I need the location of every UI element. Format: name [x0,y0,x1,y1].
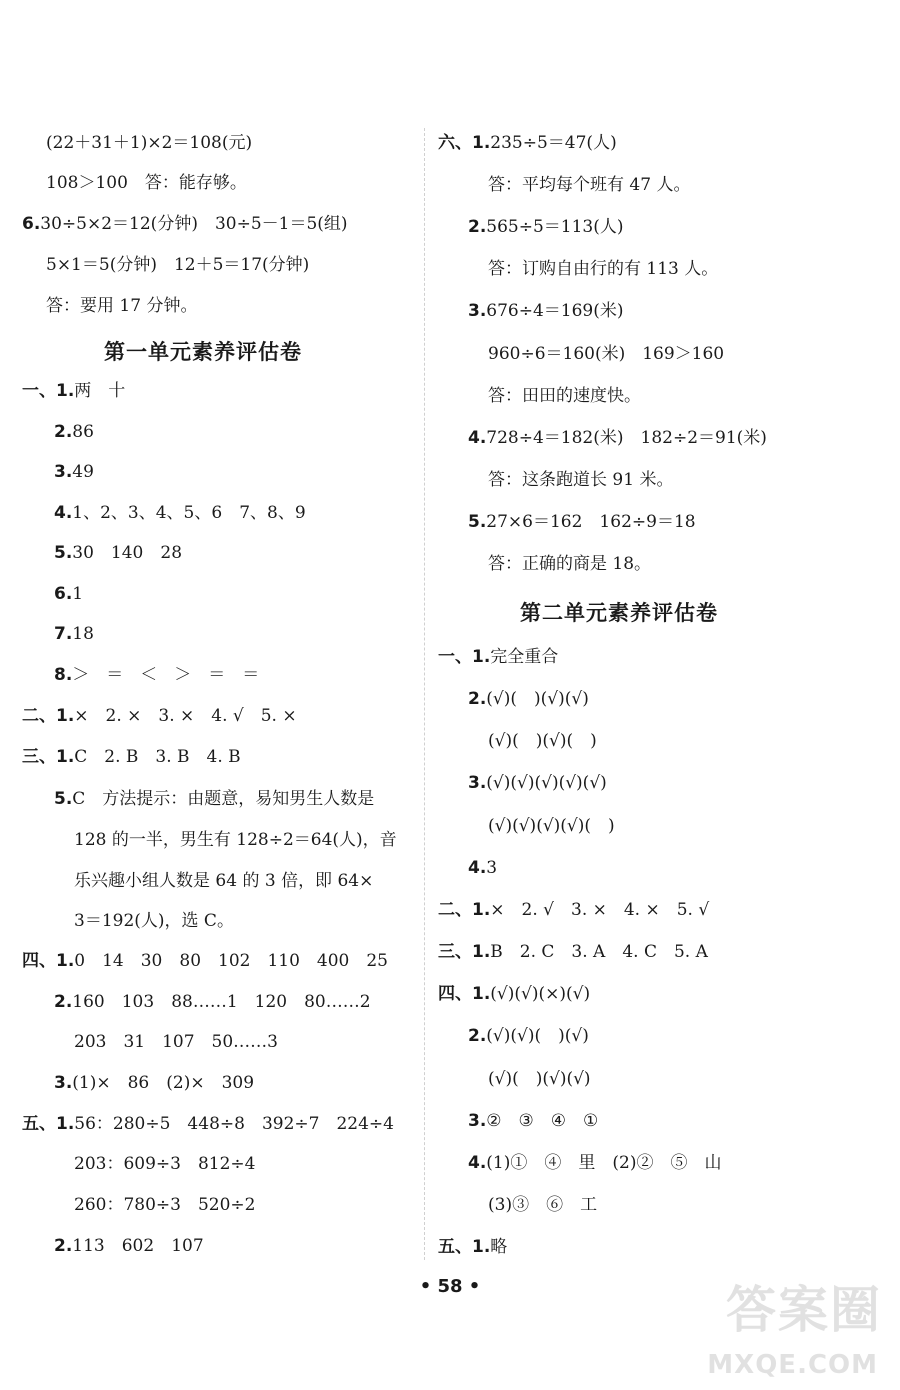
left-answer-line [22,213,348,235]
right-answer-line [488,815,615,837]
answer-text: 30÷5×2＝12(分钟) 30÷5－1＝5(组) [40,214,348,234]
answer-text: 答：要用 17 分钟。 [46,296,198,316]
answer-text: 235÷5＝47(人) [490,133,617,153]
question-number: 8. [54,665,73,685]
answer-text: 27×6＝162 162÷9＝18 [486,512,696,532]
question-number: 2. [468,217,487,237]
answer-text: 86 [72,422,94,442]
left-answer-line [22,380,125,402]
right-answer-line [488,1194,597,1216]
left-answer-line [74,829,397,851]
question-number: 2. [54,992,73,1012]
right-answer-line [468,1152,721,1174]
left-answer-line [46,172,247,194]
question-number: 五、1. [22,1114,75,1134]
question-number: 2. [468,689,487,709]
right-answer-line [468,216,624,238]
right-answer-line [488,1068,591,1090]
answer-text: 答：这条跑道长 91 米。 [488,470,674,490]
right-answer-line [488,258,718,280]
answer-text: 108＞100 答：能存够。 [46,173,247,193]
right-answer-line [468,688,589,710]
answer-text: 1、2、3、4、5、6 7、8、9 [72,503,306,523]
answer-text: 1 [72,584,84,604]
left-answer-line [54,583,83,605]
answer-text: C 2. B 3. B 4. B [74,747,241,767]
answer-text: 完全重合 [490,647,559,667]
question-number: 二、1. [22,706,75,726]
watermark-logo [707,1270,882,1380]
right-answer-line [438,646,558,668]
answer-text: 676÷4＝169(米) [486,301,624,321]
question-number: 四、1. [438,984,491,1004]
left-answer-line [54,461,94,483]
right-answer-line [438,941,708,963]
question-number: 一、1. [438,647,491,667]
question-number: 3. [468,773,487,793]
answer-text: 略 [490,1237,508,1257]
question-number: 一、1. [22,381,75,401]
answer-text: 5×1＝5(分钟) 12＋5＝17(分钟) [46,255,310,275]
left-answer-line [22,950,388,972]
answer-text: 49 [72,462,94,482]
question-number: 三、1. [438,942,491,962]
answer-text: × 2. × 3. × 4. √ 5. × [74,706,297,726]
right-answer-line [468,427,767,449]
left-answer-line [22,705,297,727]
right-answer-line [438,132,617,154]
answer-text: (√)(√)(×)(√) [490,984,591,1004]
answer-text: 答：订购自由行的有 113 人。 [488,259,719,279]
question-number: 5. [54,543,73,563]
question-number: 6. [54,584,73,604]
question-number: 3. [468,1111,487,1131]
left-answer-line [54,991,371,1013]
answer-text: (1)× 86 (2)× 309 [72,1073,255,1093]
left-answer-line [54,542,182,564]
right-answer-line [438,1236,507,1258]
question-number: 6. [22,214,41,234]
question-number: 3. [54,462,73,482]
right-answer-line [488,385,641,407]
answer-text: (√)( )(√)( ) [488,731,597,751]
answer-text: 乐兴趣小组人数是 64 的 3 倍，即 64× [74,871,374,891]
answer-text: (3)③ ⑥ 工 [488,1195,598,1215]
page-number: • 58 • [419,1276,481,1297]
answer-text: (√)( )(√)(√) [488,1069,591,1089]
left-answer-line [74,1031,278,1053]
left-answer-line [54,788,374,810]
left-answer-line [22,1113,394,1135]
answer-text: (√)(√)(√)(√)( ) [488,816,615,836]
left-answer-line [54,664,259,686]
left-answer-line [22,746,241,768]
right-answer-line [488,343,724,365]
answer-text: (√)( )(√)(√) [486,689,589,709]
left-answer-line [46,132,252,154]
question-number: 3. [54,1073,73,1093]
left-answer-line [74,910,234,932]
question-number: 5. [54,789,73,809]
question-number: 4. [468,428,487,448]
answer-text: 960÷6＝160(米) 169＞160 [488,344,725,364]
answer-text: 260：780÷3 520÷2 [74,1195,256,1215]
right-answer-line [468,1025,589,1047]
question-number: 4. [54,503,73,523]
left-answer-line [46,254,309,276]
left-answer-line [54,1235,204,1257]
right-answer-line [468,1110,598,1132]
question-number: 2. [468,1026,487,1046]
question-number: 5. [468,512,487,532]
right-answer-line [438,899,709,921]
answer-text: 203：609÷3 812÷4 [74,1154,256,1174]
left-answer-line [54,421,94,443]
unit-one-title: 第一单元素养评估卷 [104,340,302,364]
watermark-main-text: 答案圈 [726,1281,882,1339]
question-number: 五、1. [438,1237,491,1257]
left-answer-line [54,623,94,645]
left-answer-line [74,1153,255,1175]
answer-text: × 2. √ 3. × 4. × 5. √ [490,900,710,920]
watermark-sub-text: MXQE.COM [707,1350,878,1380]
right-answer-line [488,469,673,491]
right-answer-line [488,553,651,575]
answer-text: 128 的一半，男生有 128÷2＝64(人)，音 [74,830,397,850]
answer-text: 30 140 28 [72,543,183,563]
answer-text: 两 十 [74,381,126,401]
answer-text: (√)(√)( )(√) [486,1026,589,1046]
answer-text: 203 31 107 50……3 [74,1032,278,1052]
column-divider [424,128,425,1260]
question-number: 二、1. [438,900,491,920]
answer-text: (1)① ④ 里 (2)② ⑤ 山 [486,1153,722,1173]
answer-text: (22＋31＋1)×2＝108(元) [46,133,253,153]
right-answer-line [468,772,607,794]
left-answer-line [74,870,373,892]
question-number: 2. [54,422,73,442]
right-answer-line [468,300,624,322]
answer-text: ② ③ ④ ① [486,1111,599,1131]
answer-text: 3 [486,858,498,878]
question-number: 六、1. [438,133,491,153]
unit-two-title: 第二单元素养评估卷 [520,601,718,625]
question-number: 3. [468,301,487,321]
answer-text: 3＝192(人)，选 C。 [74,911,234,931]
answer-text: 728÷4＝182(米) 182÷2＝91(米) [486,428,767,448]
answer-text: C 方法提示：由题意，易知男生人数是 [72,789,375,809]
question-number: 4. [468,858,487,878]
answer-text: (√)(√)(√)(√)(√) [486,773,607,793]
answer-text: 565÷5＝113(人) [486,217,624,237]
left-answer-line [54,502,306,524]
question-number: 2. [54,1236,73,1256]
answer-text: 答：田田的速度快。 [488,386,641,406]
right-answer-line [488,730,597,752]
question-number: 4. [468,1153,487,1173]
answer-text: ＞ ＝ ＜ ＞ ＝ ＝ [72,665,260,685]
right-answer-line [468,511,696,533]
answer-text: 160 103 88……1 120 80……2 [72,992,371,1012]
question-number: 四、1. [22,951,75,971]
right-answer-line [438,983,590,1005]
left-answer-line [54,1072,254,1094]
answer-text: 答：正确的商是 18。 [488,554,652,574]
question-number: 三、1. [22,747,75,767]
left-answer-line [46,295,197,317]
answer-text: B 2. C 3. A 4. C 5. A [490,942,708,962]
answer-text: 答：平均每个班有 47 人。 [488,175,691,195]
answer-text: 113 602 107 [72,1236,204,1256]
question-number: 7. [54,624,73,644]
right-answer-line [488,174,690,196]
left-answer-line [74,1194,255,1216]
answer-text: 56：280÷5 448÷8 392÷7 224÷4 [74,1114,394,1134]
answer-text: 0 14 30 80 102 110 400 25 [74,951,388,971]
answer-text: 18 [72,624,94,644]
right-answer-line [468,857,497,879]
